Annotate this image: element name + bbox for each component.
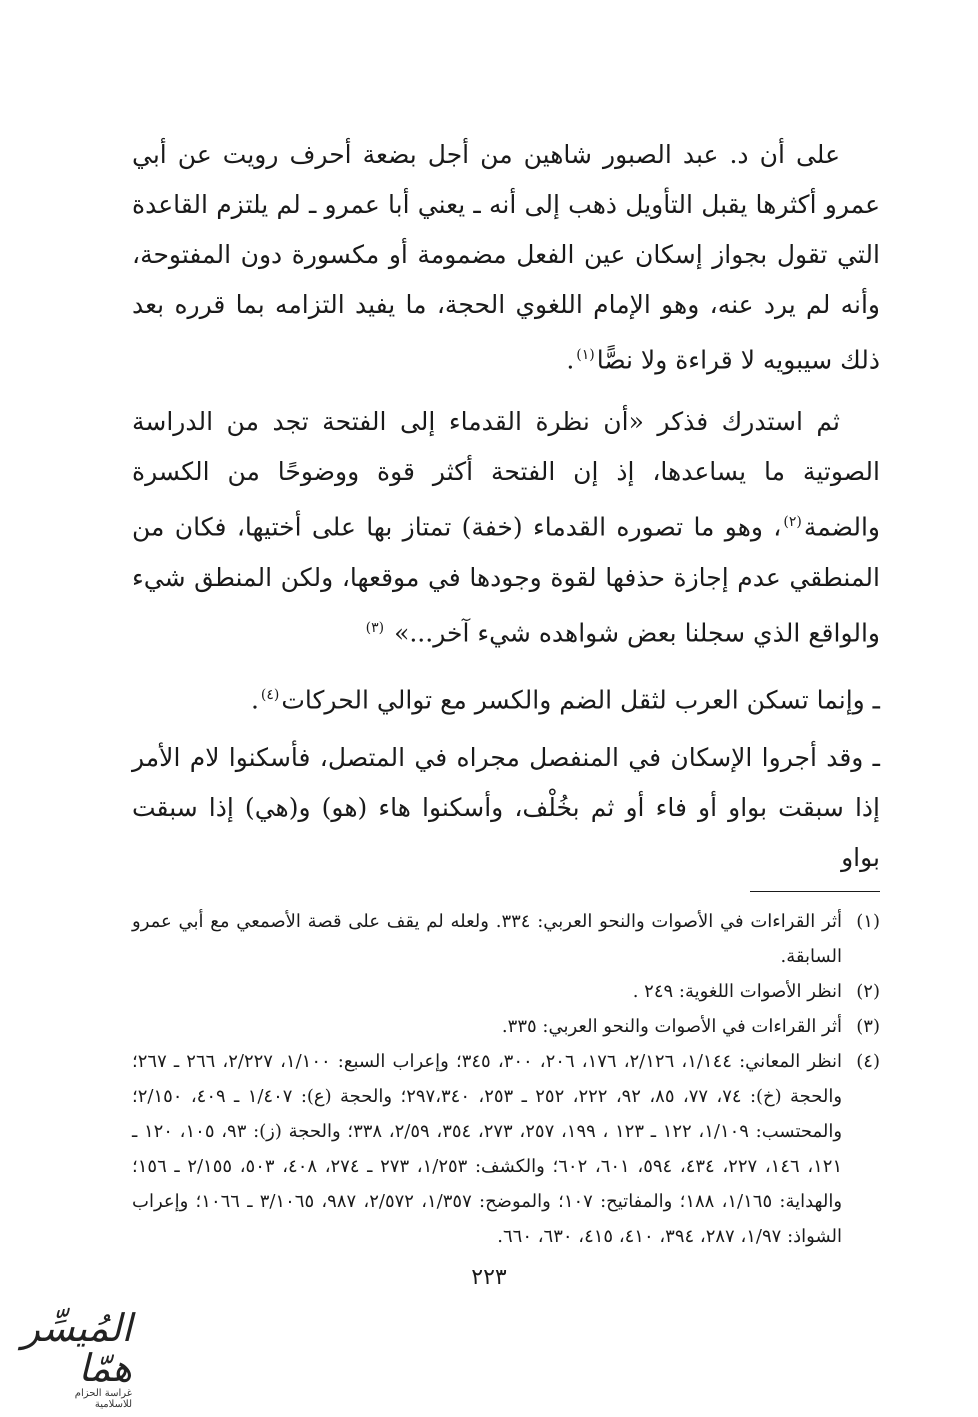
paragraph-text: ثم استدرك فذكر «أن نظرة القدماء إلى الفتحة تجد من الدراسة الصوتية ما يساعدها، إذ إن الفتحة أكثر قوة ووضوحًا من الكسرة والضمة bbox=[132, 407, 880, 542]
logo-subtitle: غراسة الحزام للاسلامية bbox=[74, 1388, 132, 1410]
footnote-3 bbox=[132, 1009, 880, 1044]
footnote-1 bbox=[132, 904, 880, 974]
dash-item-text: ـ وإنما تسكن العرب لثقل الضم والكسر مع توالي الحركات bbox=[281, 685, 880, 715]
footnote-2 bbox=[132, 974, 880, 1009]
publisher-logo bbox=[6, 1306, 132, 1410]
footnote-reference-2[interactable]: (٢) bbox=[783, 514, 802, 531]
footnote-text: أثر القراءات في الأصوات والنحو العربي: ٣٣٥. bbox=[501, 1016, 842, 1038]
footnote-reference-1[interactable]: (١) bbox=[576, 347, 595, 363]
body-dash-item-1 bbox=[132, 670, 880, 725]
footnote-number: (٢) bbox=[856, 981, 880, 1003]
footnote-number: (٤) bbox=[856, 1051, 880, 1073]
footnote-text: انظر الأصوات اللغوية: ٢٤٩ . bbox=[632, 981, 842, 1003]
footnote-separator bbox=[750, 891, 880, 892]
footnote-text: أثر القراءات في الأصوات والنحو العربي: ٣٣٤. ولعله لم يقف على قصة الأصمعي مع أبي عمرو السابقة. bbox=[132, 911, 842, 968]
footnote-reference-3[interactable]: (٣) bbox=[365, 619, 385, 636]
body-dash-item-2: ـ وقد أجروا الإسكان في المنفصل مجراه في المتصل، فأسكنوا لام الأمر إذا سبقت بواو أو فاء أو ثم بخُلْف، وأسكنوا هاء (هو) و(هي) إذا سبقت بواو bbox=[132, 743, 880, 873]
footnote-number: (٣) bbox=[856, 1016, 880, 1038]
logo-calligraphy: المُيسِّر همّا bbox=[21, 1306, 132, 1390]
footnote-4 bbox=[132, 1044, 880, 1254]
body-paragraph-1 bbox=[132, 130, 880, 385]
footnotes bbox=[132, 904, 880, 1254]
paragraph-text-continued: ، وهو ما تصوره القدماء (خفة) تمتاز بها على أختيها، فكان من المنطقي عدم إجازة حذفها لقوة وجودها في موقعها، ولكن المنطق شيء والواقع الذي سجلنا بعض شواهده شيء آخر...» bbox=[132, 512, 880, 647]
page-number: ٢٢٣ bbox=[471, 1265, 507, 1290]
paragraph-end: . bbox=[566, 345, 575, 375]
footnote-text: انظر المعاني: ١/١٤٤، ٢/١٢٦، ١٧٦، ٢٠٦، ٣٠٠، ٣٤٥؛ وإعراب السبع: ١/١٠٠، ٢/٢٢٧، ٢٦٦ ـ ٢٦٧؛ والحجة (خ): ٧٤، ٧٧، ٨٥، ٩٢، ٢٢٢، ٢٥٢ ـ ٢٥٣، ٢٩٧،٣٤٠؛ والحجة (ع): ١/٤٠٧ ـ ٤٠٩، ٢/١٥٠؛ والمحتسب: ١/١٠٩، ١٢٢ ـ ١٢٣ ، ١٩٩، ٢٥٧، ٢٧٣، ٣٥٤، ٢/٥٩، ٣٣٨؛ والحجة (ز): ٩٣، ١٠٥، ١٢٠ ـ ١٢١، ١٤٦، ٢٢٧، ٤٣٤، ٥٩٤، ٦٠١، ٦٠٢؛ والكشف: ١/٢٥٣، ٢٧٣ ـ ٢٧٤، ٤٠٨، ٥٠٣، ٢/١٥٥ ـ ١٥٦؛ والهداية: ١/١٦٥، ١٨٨؛ والمفاتيح: ١٠٧؛ والموضح: ١/٣٥٧، ٢/٥٧٢، ٩٨٧، ٣/١٠٦٥ ـ ١٠٦٦؛ وإعراب الشواذ: ١/٩٧، ٢٨٧، ٣٩٤، ٤١٠، ٤١٥، ٦٣٠، ٦٦٠. bbox=[132, 1051, 843, 1248]
page-content bbox=[132, 130, 880, 1254]
dash-item-end: . bbox=[250, 685, 259, 715]
body-paragraph-2 bbox=[132, 397, 880, 658]
footnote-reference-4[interactable]: (٤) bbox=[260, 686, 280, 703]
paragraph-text: على أن د. عبد الصبور شاهين من أجل بضعة أحرف رويت عن أبي عمرو أكثرها يقبل التأويل ذهب إلى أنه ـ يعني أبا عمرو ـ لم يلتزم القاعدة التي تقول بجواز إسكان عين الفعل مضمومة أو مكسورة دون المفتوحة، وأنه لم يرد عنه، وهو الإمام اللغوي الحجة، ما يفيد التزامه بما قرره بعد ذلك سيبويه لا قراءة ولا نصًّا bbox=[132, 140, 880, 375]
footnote-number: (١) bbox=[856, 911, 880, 933]
